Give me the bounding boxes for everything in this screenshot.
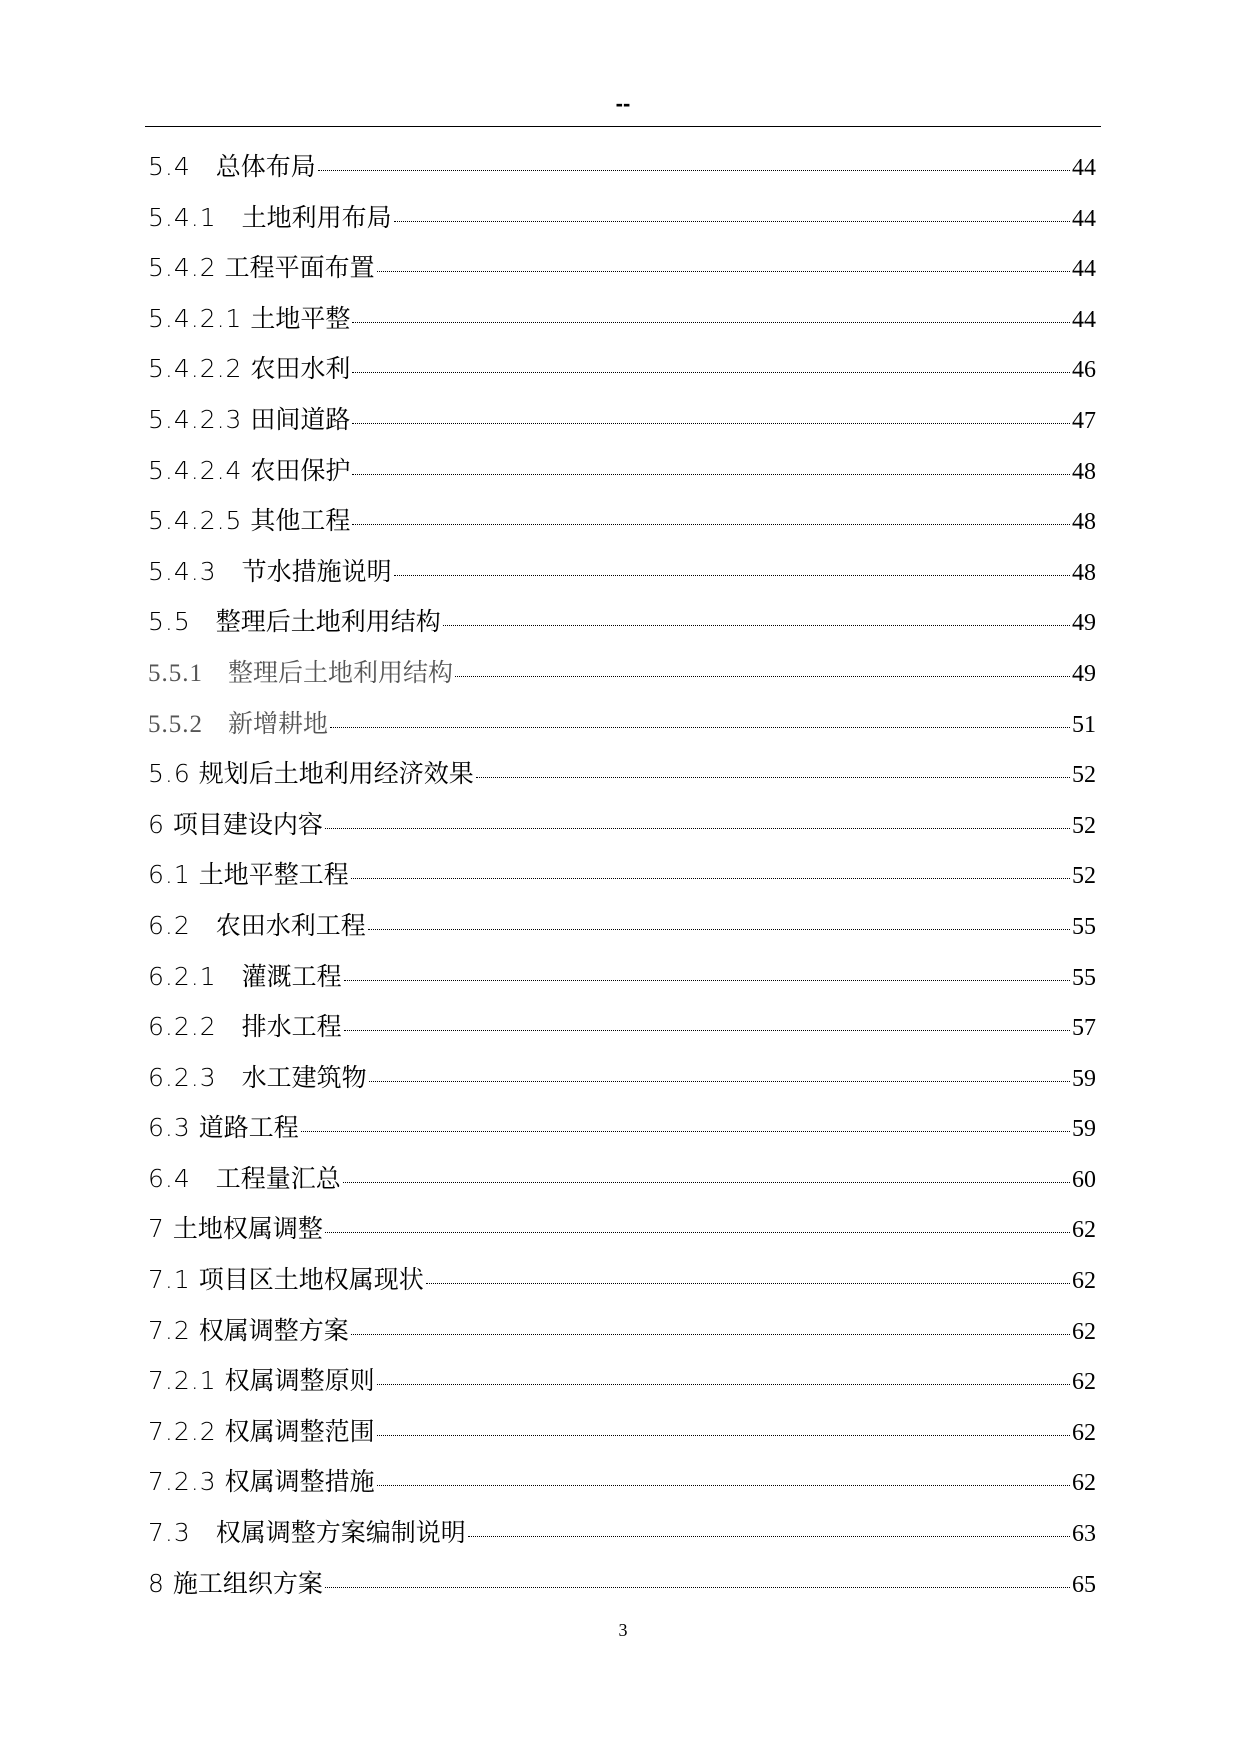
- dot-leader: [351, 1334, 1070, 1335]
- toc-entry[interactable]: [148, 553, 1096, 604]
- dot-leader: [394, 221, 1070, 222]
- toc-entry-number: 5.5: [148, 607, 191, 637]
- toc-entry-page: 44: [1072, 256, 1096, 283]
- toc-entry-gap: [217, 958, 242, 996]
- toc-entry-gap: [203, 654, 228, 692]
- toc-entry-title: 灌溉工程: [241, 961, 342, 991]
- toc-entry[interactable]: [148, 705, 1096, 756]
- toc-entry[interactable]: [148, 1565, 1096, 1616]
- toc-entry[interactable]: [148, 1059, 1096, 1110]
- dot-leader: [344, 1030, 1070, 1031]
- toc-entry-gap: [191, 856, 199, 894]
- toc-entry-title: 农田水利工程: [215, 910, 366, 940]
- toc-entry-title: 节水措施说明: [241, 556, 392, 586]
- toc-entry[interactable]: [148, 1362, 1096, 1413]
- toc-entry-title: 权属调整原则: [224, 1366, 375, 1396]
- toc-entry[interactable]: [148, 958, 1096, 1009]
- toc-entry-title: 农田保护: [250, 455, 351, 485]
- dot-leader: [443, 625, 1070, 626]
- toc-entry-number: 5.4.1: [148, 202, 217, 232]
- toc-entry-title: 排水工程: [241, 1012, 342, 1042]
- toc-entry-page: 44: [1072, 306, 1096, 333]
- dot-leader: [325, 828, 1070, 829]
- toc-entry-page: 60: [1072, 1166, 1096, 1193]
- toc-entry-page: 52: [1072, 762, 1096, 789]
- toc-entry-gap: [191, 1160, 216, 1198]
- toc-entry-page: 62: [1072, 1419, 1096, 1446]
- toc-entry-title: 工程量汇总: [215, 1163, 341, 1193]
- toc-entry-page: 52: [1072, 863, 1096, 890]
- toc-entry-number: 5.4.2.1: [148, 303, 243, 333]
- toc-entry-title: 总体布局: [215, 152, 316, 181]
- toc-entry-title: 田间道路: [250, 404, 351, 434]
- dot-leader: [325, 1232, 1070, 1233]
- toc-entry-number: 7.2.2: [148, 1416, 217, 1446]
- toc-entry-page: 48: [1072, 458, 1096, 485]
- toc-entry-title: 土地平整工程: [198, 860, 349, 890]
- toc-entry-gap: [242, 300, 250, 338]
- toc-entry-gap: [191, 1109, 199, 1147]
- dot-leader: [352, 372, 1070, 373]
- toc-entry-page: 52: [1072, 812, 1096, 839]
- toc-entry-page: 59: [1072, 1065, 1096, 1092]
- toc-entry[interactable]: [148, 856, 1096, 907]
- toc-entry-title: 权属调整范围: [224, 1416, 375, 1446]
- toc-entry[interactable]: [148, 1109, 1096, 1160]
- toc-entry-number: 5.4: [148, 152, 191, 181]
- toc-entry-title: 施工组织方案: [172, 1568, 323, 1598]
- toc-entry-gap: [217, 1463, 225, 1501]
- dot-leader: [352, 322, 1070, 323]
- toc-entry-page: 63: [1072, 1521, 1096, 1548]
- toc-entry-number: 6.2.1: [148, 961, 217, 991]
- toc-entry[interactable]: [148, 603, 1096, 654]
- toc-entry-gap: [165, 1565, 173, 1603]
- dot-leader: [352, 524, 1070, 525]
- toc-entry-page: 62: [1072, 1470, 1096, 1497]
- dot-leader: [352, 423, 1070, 424]
- dot-leader: [377, 1384, 1070, 1385]
- page-number: 3: [618, 1620, 628, 1640]
- dot-leader: [352, 474, 1070, 475]
- toc-entry-number: 7.2: [148, 1315, 191, 1345]
- toc-entry-title: 项目建设内容: [172, 809, 323, 839]
- toc-entry[interactable]: [148, 806, 1096, 857]
- toc-entry-number: 6.2.3: [148, 1062, 217, 1092]
- toc-entry-title: 项目区土地权属现状: [198, 1265, 424, 1295]
- toc-entry-page: 49: [1072, 660, 1096, 687]
- toc-entry-number: 5.5.1: [148, 659, 203, 687]
- toc-entry-number: 5.4.2.2: [148, 354, 243, 384]
- toc-entry-page: 62: [1072, 1369, 1096, 1396]
- toc-entry-title: 土地利用布局: [241, 202, 392, 232]
- toc-entry-gap: [191, 755, 199, 793]
- toc-entry-title: 土地权属调整: [172, 1214, 323, 1244]
- toc-entry-number: 5.6: [148, 759, 191, 789]
- toc-entry[interactable]: [148, 452, 1096, 503]
- toc-entry-page: 44: [1072, 155, 1096, 181]
- toc-entry[interactable]: [148, 148, 1096, 199]
- toc-entry-gap: [217, 1059, 242, 1097]
- toc-entry-page: 46: [1072, 357, 1096, 384]
- toc-entry-page: 48: [1072, 559, 1096, 586]
- toc-entry-page: 48: [1072, 509, 1096, 536]
- toc-entry[interactable]: [148, 1210, 1096, 1261]
- toc-entry-gap: [217, 199, 242, 237]
- toc-entry-gap: [191, 1514, 216, 1552]
- toc-entry-number: 6.4: [148, 1163, 191, 1193]
- toc-entry-title: 权属调整措施: [224, 1467, 375, 1497]
- toc-entry-title: 权属调整方案: [198, 1315, 349, 1345]
- toc-entry-gap: [242, 401, 250, 439]
- toc-entry-page: 65: [1072, 1571, 1096, 1598]
- toc-entry-number: 6.3: [148, 1113, 191, 1143]
- toc-entry[interactable]: [148, 907, 1096, 958]
- toc-entry-title: 其他工程: [250, 506, 351, 536]
- toc-entry-gap: [191, 148, 216, 186]
- toc-entry-gap: [242, 452, 250, 490]
- toc-entry-gap: [217, 1413, 225, 1451]
- dot-leader: [377, 1435, 1070, 1436]
- dot-leader: [455, 676, 1070, 677]
- toc-entry-gap: [242, 502, 250, 540]
- toc-entry-title: 权属调整方案编制说明: [215, 1518, 466, 1548]
- toc-entry-number: 5.4.2.4: [148, 455, 243, 485]
- toc-entry-page: 55: [1072, 913, 1096, 940]
- toc-entry-title: 道路工程: [198, 1113, 299, 1143]
- dot-leader: [343, 1182, 1070, 1183]
- dot-leader: [318, 170, 1070, 171]
- toc-entry[interactable]: [148, 1312, 1096, 1363]
- dot-leader: [476, 777, 1070, 778]
- toc-entry-page: 44: [1072, 205, 1096, 232]
- toc-entry-title: 规划后土地利用经济效果: [198, 759, 474, 789]
- toc-entry[interactable]: [148, 1463, 1096, 1514]
- dot-leader: [344, 980, 1070, 981]
- toc-entry-number: 5.4.3: [148, 556, 217, 586]
- dot-leader: [325, 1587, 1070, 1588]
- toc-entry-page: 55: [1072, 964, 1096, 991]
- toc-entry-gap: [242, 350, 250, 388]
- toc-entry[interactable]: [148, 502, 1096, 553]
- toc-entry-number: 6.1: [148, 860, 191, 890]
- toc-entry[interactable]: [148, 350, 1096, 401]
- toc-entry-title: 整理后土地利用结构: [215, 607, 441, 637]
- dot-leader: [301, 1131, 1070, 1132]
- toc-entry[interactable]: [148, 300, 1096, 351]
- toc-entry-title: 农田水利: [250, 354, 351, 384]
- dot-leader: [377, 271, 1070, 272]
- toc-entry-page: 62: [1072, 1318, 1096, 1345]
- toc-entry-page: 59: [1072, 1116, 1096, 1143]
- toc-entry-title: 土地平整: [250, 303, 351, 333]
- dot-leader: [394, 575, 1070, 576]
- dot-leader: [330, 727, 1070, 728]
- page-header: --: [615, 91, 631, 116]
- dot-leader: [426, 1283, 1070, 1284]
- toc-entry-title: 整理后土地利用结构: [228, 659, 454, 687]
- toc-entry-page: 51: [1072, 711, 1096, 738]
- toc-entry-gap: [217, 553, 242, 591]
- toc-entry-number: 6.2: [148, 910, 191, 940]
- toc-entry-page: 49: [1072, 610, 1096, 637]
- toc-entry-gap: [217, 1362, 225, 1400]
- toc-entry-page: 57: [1072, 1015, 1096, 1042]
- toc-entry-number: 7.3: [148, 1518, 191, 1548]
- toc-entry-title: 工程平面布置: [224, 253, 375, 283]
- dot-leader: [468, 1536, 1070, 1537]
- toc-entry-gap: [165, 806, 173, 844]
- toc-entry-number: 5.4.2.3: [148, 404, 243, 434]
- toc-entry-number: 7: [148, 1214, 165, 1244]
- toc-entry-number: 7.2.3: [148, 1467, 217, 1497]
- toc-entry-gap: [191, 1261, 199, 1299]
- toc-entry-number: 5.4.2: [148, 253, 217, 283]
- toc-entry[interactable]: [148, 199, 1096, 250]
- toc-entry-number: 7.1: [148, 1265, 191, 1295]
- toc-entry-gap: [191, 1312, 199, 1350]
- toc-entry-gap: [191, 603, 216, 641]
- header-rule: [145, 126, 1101, 127]
- toc-entry-number: 6.2.2: [148, 1012, 217, 1042]
- toc-entry[interactable]: [148, 1160, 1096, 1211]
- toc-entry-page: 47: [1072, 407, 1096, 434]
- table-of-contents: [148, 148, 1096, 1615]
- toc-entry-gap: [217, 1008, 242, 1046]
- toc-entry[interactable]: [148, 654, 1096, 705]
- toc-entry-gap: [203, 705, 228, 743]
- dot-leader: [368, 929, 1070, 930]
- dot-leader: [351, 878, 1070, 879]
- toc-entry[interactable]: [148, 755, 1096, 806]
- toc-entry[interactable]: [148, 401, 1096, 452]
- dot-leader: [377, 1485, 1070, 1486]
- toc-entry-title: 新增耕地: [228, 710, 329, 738]
- toc-entry-gap: [165, 1210, 173, 1248]
- toc-entry[interactable]: [148, 1008, 1096, 1059]
- toc-entry[interactable]: [148, 249, 1096, 300]
- toc-entry-page: 62: [1072, 1268, 1096, 1295]
- toc-entry-gap: [217, 249, 225, 287]
- toc-entry-gap: [191, 907, 216, 945]
- toc-entry-number: 8: [148, 1568, 165, 1598]
- toc-entry-number: 6: [148, 809, 165, 839]
- toc-entry-number: 5.4.2.5: [148, 506, 243, 536]
- toc-entry-title: 水工建筑物: [241, 1062, 367, 1092]
- toc-entry[interactable]: [148, 1413, 1096, 1464]
- dot-leader: [369, 1081, 1070, 1082]
- toc-entry-number: 7.2.1: [148, 1366, 217, 1396]
- toc-entry-page: 62: [1072, 1217, 1096, 1244]
- toc-entry[interactable]: [148, 1261, 1096, 1312]
- toc-entry[interactable]: [148, 1514, 1096, 1565]
- toc-entry-number: 5.5.2: [148, 710, 203, 738]
